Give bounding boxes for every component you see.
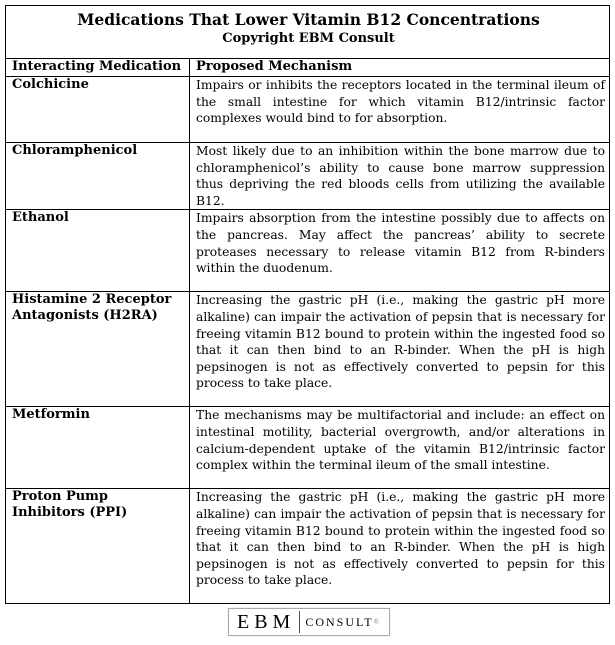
ebm-consult-logo	[228, 608, 390, 636]
mechanism-cell: Increasing the gastric pH (i.e., making the gastric pH more alkaline) can impair the activation of pepsin that is necessary for freeing vitamin B12 bound to protein within the ingested food so that it can then bind to an R-binder. When the pH is high pepsinogen is not as effectively converted to pepsin for this process to take place.	[190, 489, 610, 604]
mechanism-cell: The mechanisms may be multifactorial and include: an effect on intestinal motility, bacterial overgrowth, and/or alterations in calcium-dependent uptake of the vitamin B12/intrinsic factor complex within the terminal ileum of the small intestine.	[190, 407, 610, 489]
table-row	[6, 143, 610, 210]
medication-cell: Histamine 2 Receptor Antagonists (H2RA)	[6, 292, 190, 407]
medications-table	[5, 5, 610, 604]
medication-cell: Metformin	[6, 407, 190, 489]
logo-registered-mark: ®	[373, 618, 379, 626]
medication-cell: Ethanol	[6, 210, 190, 292]
header-row	[6, 59, 610, 77]
table-title: Medications That Lower Vitamin B12 Concentrations	[77, 10, 540, 29]
mechanism-cell: Increasing the gastric pH (i.e., making the gastric pH more alkaline) can impair the activation of pepsin that is necessary for freeing vitamin B12 bound to protein within the ingested food so that it can then bind to an R-binder. When the pH is high pepsinogen is not as effectively converted to pepsin for this process to take place.	[190, 292, 610, 407]
medication-cell: Colchicine	[6, 77, 190, 143]
table-row	[6, 77, 610, 143]
medication-cell: Proton Pump Inhibitors (PPI)	[6, 489, 190, 604]
header-mechanism: Proposed Mechanism	[190, 59, 610, 77]
table-row	[6, 407, 610, 489]
table-title-cell	[6, 6, 610, 59]
table-row	[6, 210, 610, 292]
mechanism-cell: Impairs or inhibits the receptors located in the terminal ileum of the small intestine for which vitamin B12/intrinsic factor complexes would bind to for absorption.	[190, 77, 610, 143]
logo-consult: CONSULT	[305, 614, 374, 629]
mechanism-cell: Impairs absorption from the intestine possibly due to affects on the pancreas. May affect the pancreas’ ability to secrete proteases necessary to release vitamin B12 from R-binders within the duodenum.	[190, 210, 610, 292]
medication-cell: Chloramphenicol	[6, 143, 190, 210]
table-row	[6, 292, 610, 407]
table-subtitle: Copyright EBM Consult	[222, 31, 395, 46]
logo-ebm: EBM	[229, 611, 300, 633]
table-row	[6, 489, 610, 604]
mechanism-cell: Most likely due to an inhibition within the bone marrow due to chloramphenicol’s ability to cause bone marrow suppression thus depriving the red bloods cells from utilizing the available B12.	[190, 143, 610, 210]
header-medication: Interacting Medication	[6, 59, 190, 77]
